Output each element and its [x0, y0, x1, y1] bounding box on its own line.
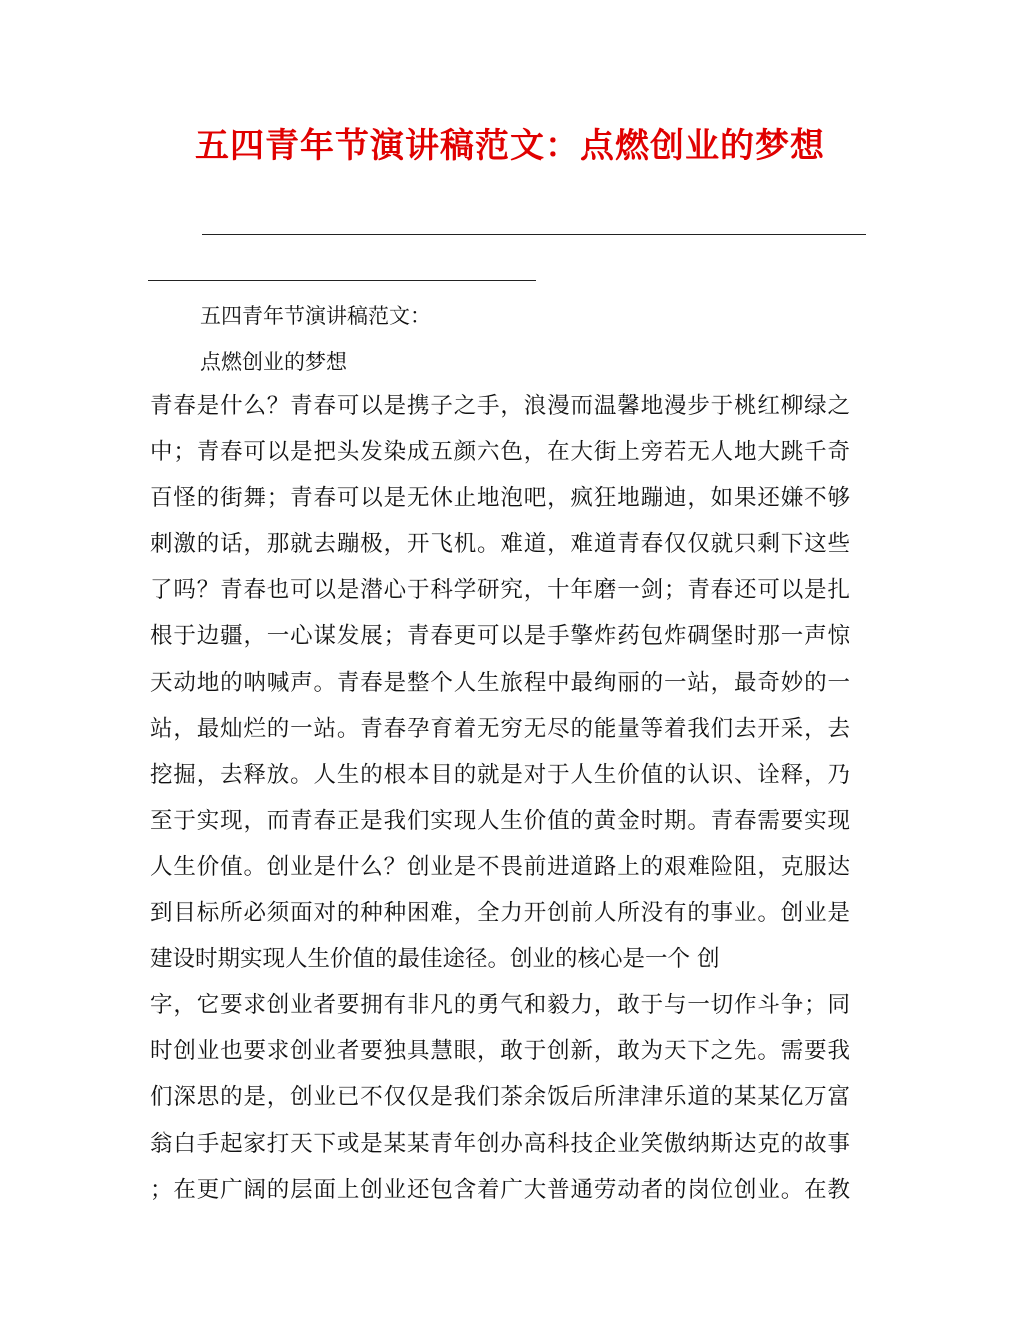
body-line: 时创业也要求创业者要独具慧眼，敢于创新，敢为天下之先。需要我	[150, 1038, 850, 1065]
body-line: 站，最灿烂的一站。青春孕育着无穷无尽的能量等着我们去开采，去	[150, 715, 850, 742]
body-line: 到目标所必须面对的种种困难，全力开创前人所没有的事业。创业是	[150, 900, 850, 927]
body-line: 青春是什么？青春可以是携子之手，浪漫而温馨地漫步于桃红柳绿之	[150, 393, 850, 419]
underline-rule	[202, 234, 866, 235]
body-line: 刺激的话，那就去蹦极，开飞机。难道，难道青春仅仅就只剩下这些	[150, 531, 850, 558]
body-line: 了吗？青春也可以是潜心于科学研究，十年磨一剑；青春还可以是扎	[150, 577, 850, 604]
underline-rule	[148, 280, 536, 281]
body-text	[150, 386, 850, 1216]
body-line: ；在更广阔的层面上创业还包含着广大普通劳动者的岗位创业。在教	[150, 1176, 850, 1203]
body-line: 根于边疆，一心谋发展；青春更可以是手擎炸药包炸碉堡时那一声惊	[150, 623, 850, 650]
body-line: 至于实现，而青春正是我们实现人生价值的黄金时期。青春需要实现	[150, 807, 850, 834]
body-line: 人生价值。创业是什么？创业是不畏前进道路上的艰难险阻，克服达	[150, 853, 850, 880]
body-line: 建设时期实现人生价值的最佳途径。创业的核心是一个 创	[150, 946, 720, 973]
body-line: 天动地的呐喊声。青春是整个人生旅程中最绚丽的一站，最奇妙的一	[150, 669, 850, 696]
document-title: 五四青年节演讲稿范文：点燃创业的梦想	[195, 126, 825, 166]
body-line: 挖掘，去释放。人生的根本目的就是对于人生价值的认识、诠释，乃	[150, 761, 850, 788]
subtitle-line: 点燃创业的梦想	[200, 350, 347, 374]
body-line: 中；青春可以是把头发染成五颜六色，在大街上旁若无人地大跳千奇	[150, 439, 850, 466]
body-line: 百怪的街舞；青春可以是无休止地泡吧，疯狂地蹦迪，如果还嫌不够	[150, 485, 850, 512]
body-line: 们深思的是，创业已不仅仅是我们茶余饭后所津津乐道的某某亿万富	[150, 1084, 850, 1111]
body-line: 翁白手起家打天下或是某某青年创办高科技企业笑傲纳斯达克的故事	[150, 1130, 850, 1157]
subtitle-line: 五四青年节演讲稿范文：	[200, 304, 431, 328]
body-line: 字，它要求创业者要拥有非凡的勇气和毅力，敢于与一切作斗争；同	[150, 992, 850, 1019]
